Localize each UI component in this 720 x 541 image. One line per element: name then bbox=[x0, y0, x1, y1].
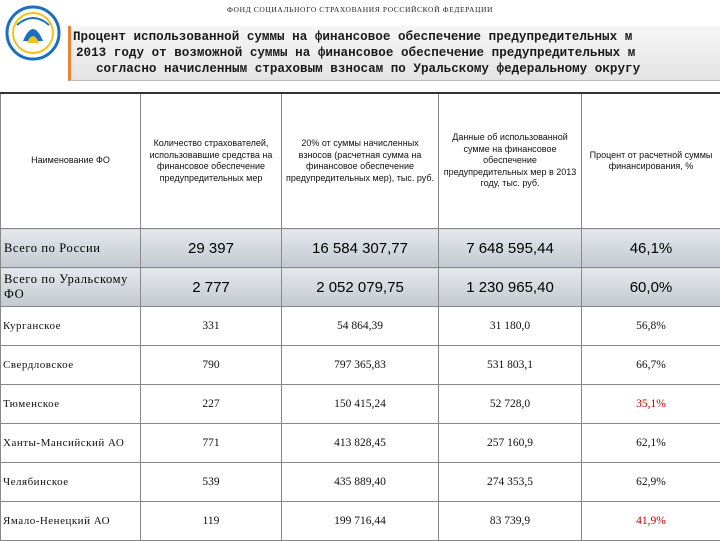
row-name: Ханты-Мансийский АО bbox=[1, 424, 141, 463]
table-row bbox=[1, 385, 720, 424]
cell-used: 274 353,5 bbox=[439, 463, 582, 502]
summary-row bbox=[1, 268, 720, 307]
cell-calc: 435 889,40 bbox=[282, 463, 439, 502]
cell-calc: 2 052 079,75 bbox=[282, 268, 439, 307]
cell-count: 227 bbox=[141, 385, 282, 424]
summary-row bbox=[1, 229, 720, 268]
cell-count: 2 777 bbox=[141, 268, 282, 307]
cell-percent: 35,1% bbox=[582, 385, 720, 424]
table-row bbox=[1, 502, 720, 541]
column-header: Процент от расчетной суммы финансирования, % bbox=[582, 93, 720, 229]
row-name: Свердловское bbox=[1, 346, 141, 385]
cell-count: 331 bbox=[141, 307, 282, 346]
row-name: Курганское bbox=[1, 307, 141, 346]
column-header: Наименование ФО bbox=[1, 93, 141, 229]
row-name: Челябинское bbox=[1, 463, 141, 502]
cell-count: 29 397 bbox=[141, 229, 282, 268]
row-name: Всего по Уральскому ФО bbox=[1, 268, 141, 307]
cell-calc: 16 584 307,77 bbox=[282, 229, 439, 268]
row-name: Тюменское bbox=[1, 385, 141, 424]
cell-count: 790 bbox=[141, 346, 282, 385]
cell-calc: 199 716,44 bbox=[282, 502, 439, 541]
table-header-row bbox=[1, 93, 720, 229]
cell-used: 1 230 965,40 bbox=[439, 268, 582, 307]
data-table bbox=[0, 92, 720, 541]
cell-percent: 60,0% bbox=[582, 268, 720, 307]
cell-count: 119 bbox=[141, 502, 282, 541]
column-header: 20% от суммы начисленных взносов (расчетная сумма на финансовое обеспечение предупредительных мер), тыс. руб. bbox=[282, 93, 439, 229]
org-name: ФОНД СОЦИАЛЬНОГО СТРАХОВАНИЯ РОССИЙСКОЙ ФЕДЕРАЦИИ bbox=[0, 5, 720, 14]
cell-percent: 62,9% bbox=[582, 463, 720, 502]
table-row bbox=[1, 424, 720, 463]
fss-emblem-icon bbox=[3, 3, 63, 63]
cell-calc: 413 828,45 bbox=[282, 424, 439, 463]
cell-percent: 41,9% bbox=[582, 502, 720, 541]
cell-used: 52 728,0 bbox=[439, 385, 582, 424]
cell-percent: 46,1% bbox=[582, 229, 720, 268]
table-row bbox=[1, 346, 720, 385]
cell-calc: 54 864,39 bbox=[282, 307, 439, 346]
cell-used: 31 180,0 bbox=[439, 307, 582, 346]
table-row bbox=[1, 463, 720, 502]
title-line-3: согласно начисленным страховым взносам по Уральскому федеральному округу bbox=[71, 61, 720, 77]
cell-calc: 797 365,83 bbox=[282, 346, 439, 385]
table-row bbox=[1, 307, 720, 346]
cell-used: 7 648 595,44 bbox=[439, 229, 582, 268]
title-line-1: Процент использованной суммы на финансовое обеспечение предупредительных м bbox=[71, 29, 720, 45]
header-bar bbox=[0, 0, 720, 20]
row-name: Ямало-Ненецкий АО bbox=[1, 502, 141, 541]
cell-percent: 66,7% bbox=[582, 346, 720, 385]
cell-calc: 150 415,24 bbox=[282, 385, 439, 424]
row-name: Всего по России bbox=[1, 229, 141, 268]
cell-count: 771 bbox=[141, 424, 282, 463]
column-header: Количество страхователей, использовавшие средства на финансовое обеспечение предупредительных мер bbox=[141, 93, 282, 229]
title-line-2: 2013 году от возможной суммы на финансовое обеспечение предупредительных м bbox=[71, 45, 720, 61]
page-title bbox=[68, 26, 720, 81]
cell-percent: 56,8% bbox=[582, 307, 720, 346]
cell-used: 531 803,1 bbox=[439, 346, 582, 385]
cell-percent: 62,1% bbox=[582, 424, 720, 463]
column-header: Данные об использованной сумме на финансовое обеспечение предупредительных мер в 2013 году, тыс. руб. bbox=[439, 93, 582, 229]
cell-used: 257 160,9 bbox=[439, 424, 582, 463]
cell-count: 539 bbox=[141, 463, 282, 502]
cell-used: 83 739,9 bbox=[439, 502, 582, 541]
